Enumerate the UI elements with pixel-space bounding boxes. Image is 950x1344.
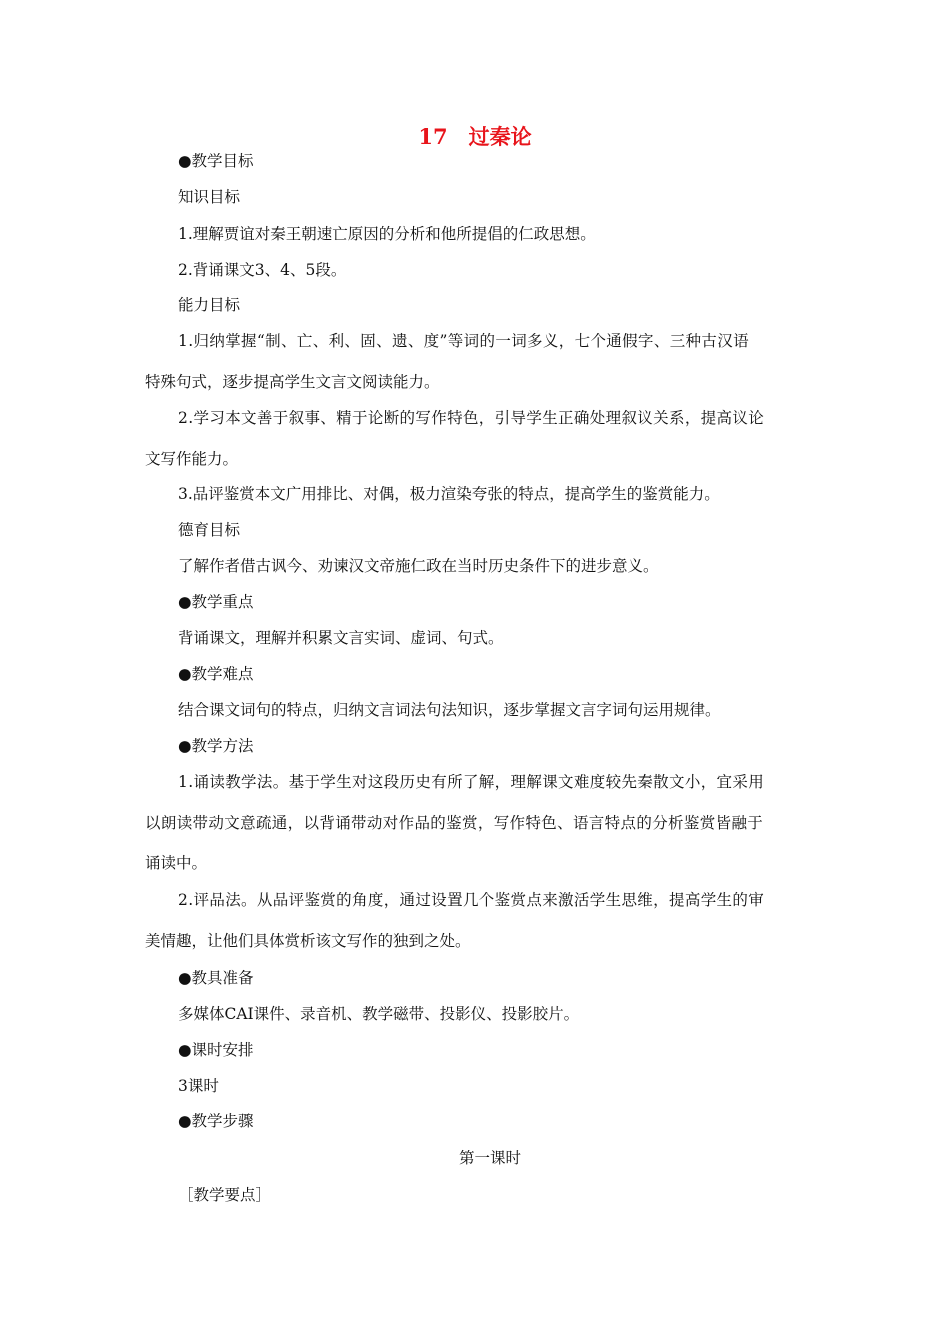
section-heading-steps: ●教学步骤: [178, 1112, 254, 1130]
equipment-text: 多媒体CAI课件、录音机、教学磁带、投影仪、投影胶片。: [178, 1005, 580, 1023]
key-points-text: 背诵课文，理解并积累文言实词、虚词、句式。: [178, 629, 504, 647]
ability-item-2: 2.学习本文善于叙事、精于论断的写作特色，引导学生正确处理叙议关系，提高议论: [178, 409, 765, 427]
ability-item-2-cont: 文写作能力。: [145, 450, 239, 468]
section-heading-methods: ●教学方法: [178, 737, 254, 755]
teaching-points-label: ［教学要点］: [178, 1186, 272, 1204]
section-heading-equipment: ●教具准备: [178, 969, 254, 987]
section-heading-schedule: ●课时安排: [178, 1041, 254, 1059]
knowledge-item-1: 1.理解贾谊对秦王朝速亡原因的分析和他所提倡的仁政思想。: [178, 225, 596, 243]
difficulties-text: 结合课文词句的特点，归纳文言词法句法知识，逐步掌握文言字词句运用规律。: [178, 701, 721, 719]
subheading-knowledge: 知识目标: [178, 188, 241, 206]
subheading-ability: 能力目标: [178, 296, 241, 314]
subheading-moral: 德育目标: [178, 521, 241, 539]
moral-item: 了解作者借古讽今、劝谏汉文帝施仁政在当时历史条件下的进步意义。: [178, 557, 659, 575]
method-item-1-end: 诵读中。: [145, 854, 208, 872]
period-heading-first: 第一课时: [458, 1149, 521, 1167]
method-item-2-cont: 美情趣，让他们具体赏析该文写作的独到之处。: [145, 932, 471, 950]
method-item-2: 2.评品法。从品评鉴赏的角度，通过设置几个鉴赏点来激活学生思维，提高学生的审: [178, 891, 765, 909]
section-heading-key-points: ●教学重点: [178, 593, 254, 611]
section-heading-difficulties: ●教学难点: [178, 665, 254, 683]
lesson-title: 17 过秦论: [418, 124, 532, 149]
method-item-1: 1.诵读教学法。基于学生对这段历史有所了解，理解课文难度较先秦散文小，宜采用: [178, 773, 765, 791]
schedule-text: 3课时: [178, 1077, 219, 1095]
ability-item-1: 1.归纳掌握“制、亡、利、固、遗、度”等词的一词多义，七个通假字、三种古汉语: [178, 332, 749, 350]
section-heading-objectives: ●教学目标: [178, 152, 254, 170]
ability-item-3: 3.品评鉴赏本文广用排比、对偶，极力渲染夸张的特点，提高学生的鉴赏能力。: [178, 485, 720, 503]
method-item-1-cont: 以朗读带动文意疏通，以背诵带动对作品的鉴赏，写作特色、语言特点的分析鉴赏皆融于: [145, 814, 764, 832]
ability-item-1-cont: 特殊句式，逐步提高学生文言文阅读能力。: [145, 373, 440, 391]
knowledge-item-2: 2.背诵课文3、4、5段。: [178, 261, 347, 279]
